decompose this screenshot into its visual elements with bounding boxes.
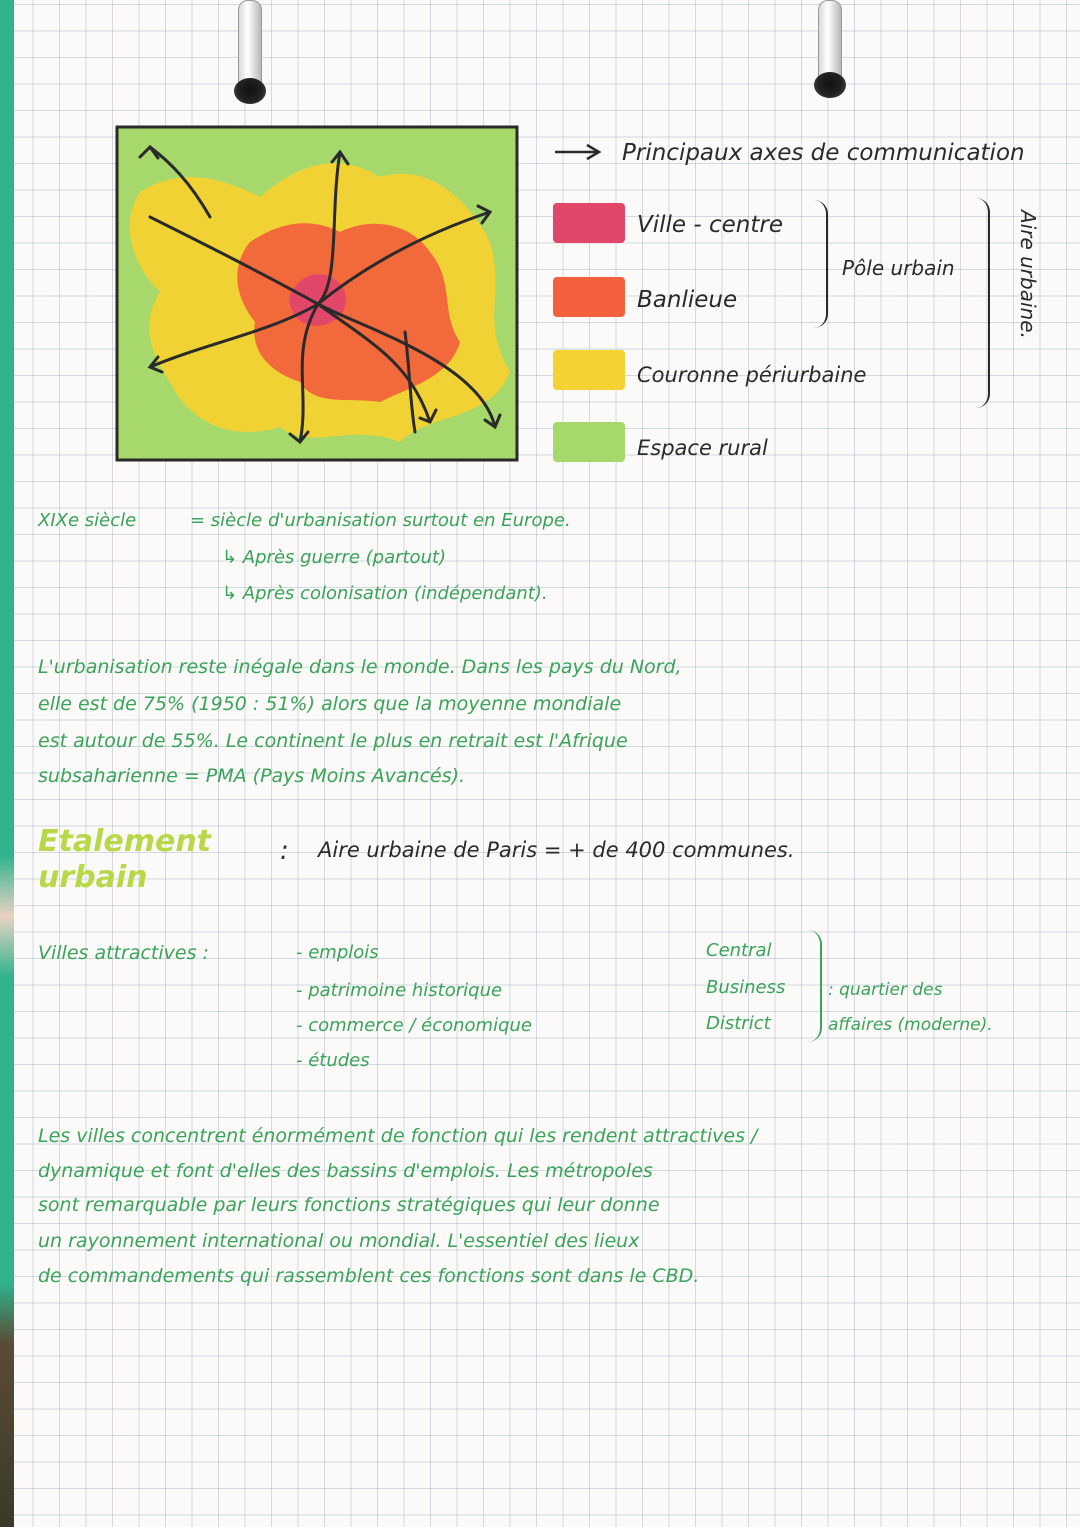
villes-item-1: - emplois: [296, 942, 379, 963]
legend-ville-centre-label: Ville - centre: [637, 212, 783, 238]
para2-line-3: sont remarquable par leurs fonctions stratégiques qui leur donne: [38, 1194, 660, 1216]
swatch-couronne: [553, 350, 625, 390]
binder-hole-left: [234, 78, 266, 104]
cbd-line-3: District: [706, 1013, 771, 1034]
axes-legend-arrow-icon: [553, 142, 603, 162]
pole-urbain-brace: [812, 200, 828, 328]
villes-item-3: - commerce / économique: [296, 1015, 532, 1036]
para1-line-4: subsaharienne = PMA (Pays Moins Avancés).: [38, 765, 466, 787]
para2-line-4: un rayonnement international ou mondial. L'essentiel des lieux: [38, 1230, 640, 1252]
cbd-brace: [806, 930, 822, 1042]
villes-item-4: - études: [296, 1050, 370, 1071]
swatch-ville-centre: [553, 203, 625, 243]
etalement-title-1: Etalement: [38, 824, 212, 859]
para2-line-5: de commandements qui rassemblent ces fonctions sont dans le CBD.: [38, 1265, 700, 1287]
etalement-text: Aire urbaine de Paris = + de 400 communes.: [318, 838, 795, 862]
cbd-definition-1: : quartier des: [828, 980, 943, 1000]
para1-line-3: est autour de 55%. Le continent le plus en retrait est l'Afrique: [38, 730, 628, 752]
xix-arrow-1: ↳ Après guerre (partout): [222, 547, 447, 568]
para2-line-2: dynamique et font d'elles des bassins d'emplois. Les métropoles: [38, 1160, 653, 1182]
urban-area-map: [110, 122, 530, 467]
xix-arrow-2: ↳ Après colonisation (indépendant).: [222, 583, 548, 604]
aire-urbaine-brace: [974, 198, 990, 408]
swatch-banlieue: [553, 277, 625, 317]
cbd-line-2: Business: [706, 977, 786, 998]
para2-line-1: Les villes concentrent énormément de fonction qui les rendent attractives /: [38, 1125, 758, 1147]
etalement-colon: :: [280, 836, 289, 866]
legend-aire-urbaine-label: Aire urbaine.: [1016, 210, 1040, 339]
legend-axes-label: Principaux axes de communication: [622, 140, 1025, 166]
cbd-definition-2: affaires (moderne).: [828, 1015, 993, 1035]
villes-item-2: - patrimoine historique: [296, 980, 503, 1001]
para1-line-2: elle est de 75% (1950 : 51%) alors que la moyenne mondiale: [38, 693, 622, 715]
cbd-line-1: Central: [706, 940, 772, 961]
legend-espace-rural-label: Espace rural: [637, 436, 768, 460]
para1-line-1: L'urbanisation reste inégale dans le monde. Dans les pays du Nord,: [38, 656, 682, 678]
xix-label: XIXe siècle: [38, 510, 137, 531]
legend-couronne-label: Couronne périurbaine: [637, 363, 867, 387]
legend-banlieue-label: Banlieue: [637, 287, 738, 313]
binder-hole-right: [814, 72, 846, 98]
swatch-espace-rural: [553, 422, 625, 462]
page-edge: [0, 0, 14, 1527]
etalement-title-2: urbain: [38, 860, 148, 895]
villes-label: Villes attractives :: [38, 942, 209, 964]
xix-line: = siècle d'urbanisation surtout en Europe.: [190, 510, 571, 531]
legend-pole-urbain-label: Pôle urbain: [842, 256, 955, 280]
